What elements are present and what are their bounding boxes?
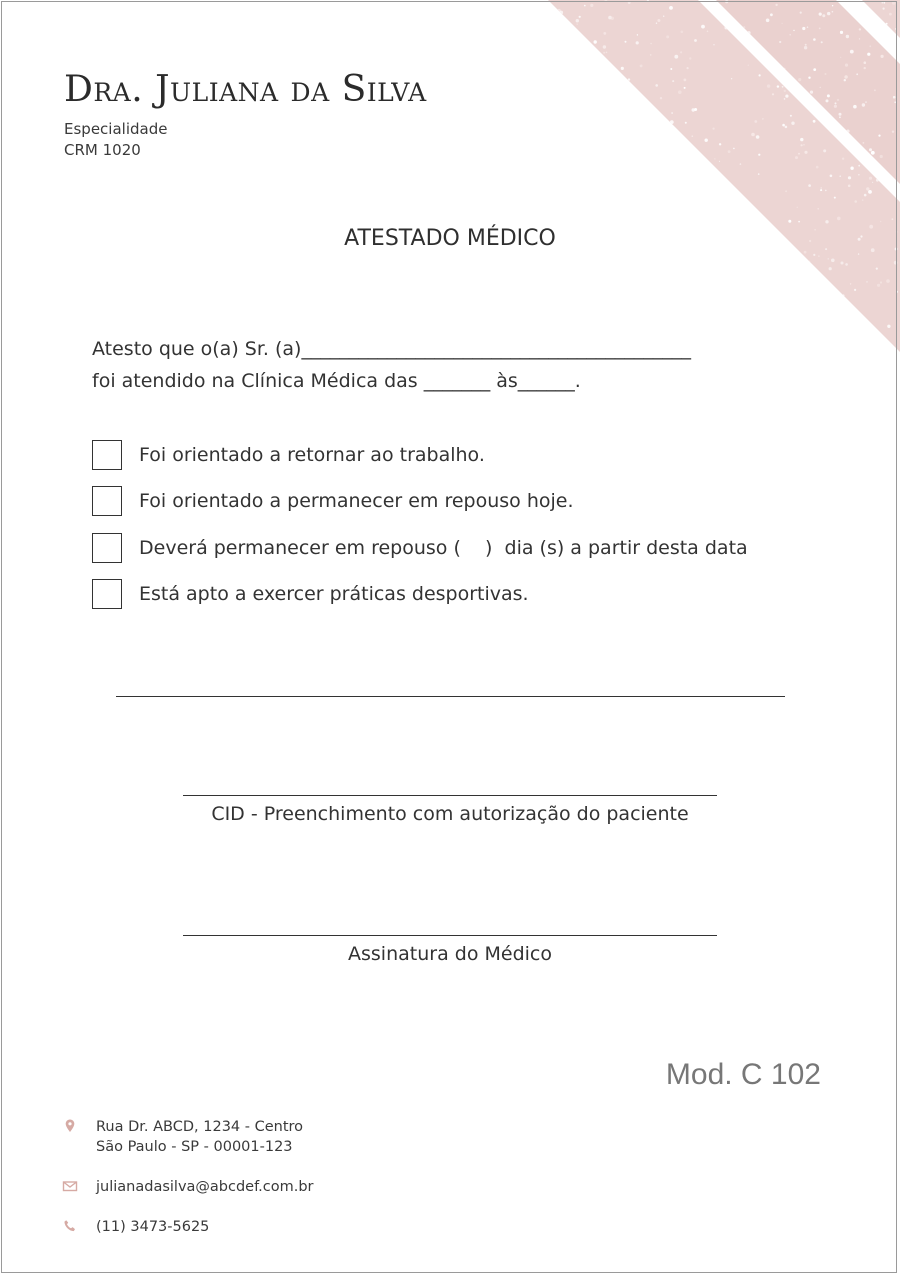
phone-text[interactable]: (11) 3473-5625: [96, 1219, 210, 1235]
footer-email: [62, 1177, 314, 1197]
option-rest-days[interactable]: [92, 532, 748, 564]
checkbox[interactable]: [92, 486, 122, 516]
cid-label: CID - Preenchimento com autorização do paciente: [211, 803, 689, 825]
phone-icon: [62, 1218, 78, 1234]
footer-phone: [62, 1217, 209, 1237]
signature-label: Assinatura do Médico: [348, 943, 552, 965]
footer-address: [62, 1117, 303, 1157]
option-label: Deverá permanecer em repouso ( ) dia (s) a partir desta data: [139, 537, 748, 559]
doctor-name: Dra. Juliana da Silva: [64, 69, 427, 110]
checkbox[interactable]: [92, 579, 122, 609]
crm-number: CRM 1020: [64, 141, 141, 159]
option-label: Foi orientado a permanecer em repouso hoje.: [139, 490, 574, 512]
document-title: ATESTADO MÉDICO: [344, 226, 556, 251]
attestation-line-2: foi atendido na Clínica Médica das _______ às______.: [92, 370, 581, 392]
email-text[interactable]: julianadasilva@abcdef.com.br: [96, 1179, 314, 1195]
attestation-line-1: Atesto que o(a) Sr. (a)_________________________________________: [92, 338, 691, 360]
cid-line[interactable]: [183, 795, 717, 796]
option-fit-for-sports[interactable]: [92, 578, 529, 610]
signature-line[interactable]: [183, 935, 717, 936]
option-rest-today[interactable]: [92, 485, 574, 517]
location-pin-icon: [62, 1118, 78, 1134]
option-label: Está apto a exercer práticas desportivas.: [139, 583, 529, 605]
option-return-to-work[interactable]: [92, 439, 485, 471]
address-line-2: São Paulo - SP - 00001-123: [96, 1139, 293, 1155]
checkbox[interactable]: [92, 533, 122, 563]
free-text-line[interactable]: [116, 696, 785, 697]
address-line-1: Rua Dr. ABCD, 1234 - Centro: [96, 1119, 304, 1135]
option-label: Foi orientado a retornar ao trabalho.: [139, 444, 485, 466]
checkbox[interactable]: [92, 440, 122, 470]
model-code: Mod. C 102: [665, 1058, 821, 1091]
specialty: Especialidade: [64, 120, 168, 138]
envelope-icon: [62, 1178, 78, 1194]
